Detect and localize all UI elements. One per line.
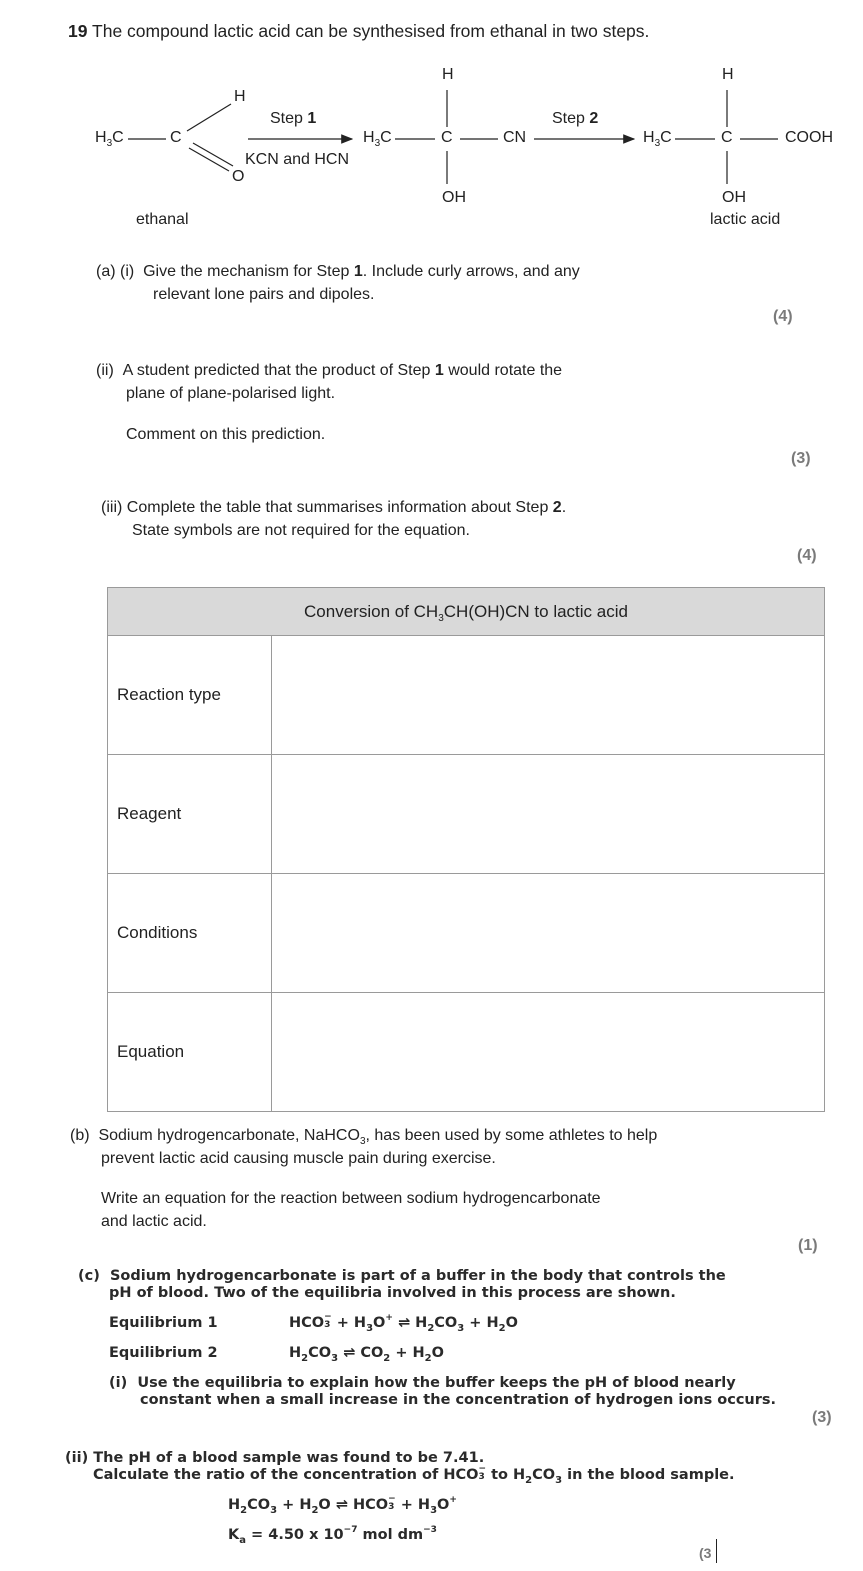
part-a-i-mark: (4) [773, 308, 793, 325]
part-a-iii-line2: State symbols are not required for the equation. [132, 522, 470, 539]
lactic-acid-label: lactic acid [710, 211, 781, 228]
part-a-ii-line2: plane of plane-polarised light. [126, 385, 336, 402]
part-a-iii-line1: (iii) Complete the table that summarises information about Step 2. [101, 499, 567, 516]
step1-label: Step 1 [270, 110, 317, 127]
ka-value: $K_a = 4.50$ x $10^{-7}$ mol $dm^{-3}$ [228, 1525, 437, 1546]
part-c-ii-line1: (ii) The pH of a blood sample was found to be 7.41. [65, 1450, 485, 1466]
table-header: Conversion of $CH_3CH(OH)CN$ to lactic acid [108, 588, 825, 636]
part-c-i-line2: constant when a small increase in the concentration of hydrogen ions occurs. [140, 1392, 777, 1408]
lactic-carbon: C [721, 129, 733, 146]
row-label-equation: Equation [108, 993, 272, 1112]
answer-cell-reagent[interactable] [272, 755, 825, 874]
answer-cell-conditions[interactable] [272, 874, 825, 993]
step2-summary-table [107, 587, 825, 1112]
part-a-ii-mark: (3) [791, 450, 811, 467]
dissociation-equation: $H_2CO_3 + H_2O$ ⇌ HCO − 3 + $H_3O^+$ [228, 1494, 457, 1516]
intermediate-oh-group: OH [442, 189, 466, 206]
part-b-line2: prevent lactic acid causing muscle pain during exercise. [101, 1150, 496, 1167]
equilibrium-1-equation: HCO − 3 + $H_3O^+$ ⇌ $H_2CO_3 + H_2O$ [289, 1312, 518, 1334]
part-b-mark: (1) [798, 1237, 818, 1254]
intermediate-hydrogen: H [442, 66, 454, 83]
question-intro: The compound lactic acid can be synthesised from ethanal in two steps. [92, 21, 650, 41]
part-a-i-line2: relevant lone pairs and dipoles. [153, 286, 375, 303]
part-a-i-line1: (a) (i) Give the mechanism for Step 1. Include curly arrows, and any [96, 263, 580, 280]
text-cursor [716, 1539, 717, 1563]
part-c-line1: (c) Sodium hydrogencarbonate is part of a buffer in the body that controls the [78, 1268, 726, 1284]
part-b-line4: and lactic acid. [101, 1213, 207, 1230]
step1-reagents: KCN and HCN [245, 151, 350, 168]
part-a-iii-mark: (4) [797, 547, 817, 564]
lactic-h3c-group: $H_3C$ [643, 129, 672, 149]
lactic-cooh-group: COOH [785, 129, 833, 146]
part-a-ii-line1: (ii) A student predicted that the product of Step 1 would rotate the [96, 362, 563, 379]
intermediate-cn-group: CN [503, 129, 527, 146]
row-label-reagent: Reagent [108, 755, 272, 874]
part-c-ii-line2: Calculate the ratio of the concentration of HCO − 3 to $H_2CO_3$ in the blood sample. [93, 1464, 735, 1486]
intermediate-carbon: C [441, 129, 453, 146]
question-number: 19 [68, 21, 88, 41]
part-b-line1: (b) Sodium hydrogencarbonate, NaHCO$_3$, has been used by some athletes to help [70, 1127, 658, 1147]
row-label-conditions: Conditions [108, 874, 272, 993]
ethanal-hydrogen: H [234, 88, 246, 105]
row-label-reaction-type: Reaction type [108, 636, 272, 755]
answer-cell-equation[interactable] [272, 993, 825, 1112]
intermediate-h3c-group: $H_3C$ [363, 129, 392, 149]
part-c-ii-mark: (3 [699, 1545, 712, 1561]
part-a-ii-line3: Comment on this prediction. [126, 426, 326, 443]
ethanal-carbon: C [170, 129, 182, 146]
part-c-i-mark: (3) [812, 1409, 832, 1426]
ethanal-oxygen: O [232, 168, 245, 185]
answer-cell-reaction-type[interactable] [272, 636, 825, 755]
equilibrium-2-label: Equilibrium 2 [109, 1345, 218, 1361]
step2-label: Step 2 [552, 110, 599, 127]
part-c-line2: pH of blood. Two of the equilibria involved in this process are shown. [109, 1285, 676, 1301]
ethanal-label: ethanal [136, 211, 189, 228]
part-b-line3: Write an equation for the reaction between sodium hydrogencarbonate [101, 1190, 601, 1207]
lactic-hydrogen: H [722, 66, 734, 83]
lactic-oh-group: OH [722, 189, 746, 206]
part-c-i-line1: (i) Use the equilibria to explain how the buffer keeps the pH of blood nearly [109, 1375, 736, 1391]
equilibrium-1-label: Equilibrium 1 [109, 1315, 218, 1331]
equilibrium-2-equation: $H_2CO_3$ ⇌ $CO_2 + H_2O$ [289, 1345, 444, 1364]
ethanal-h3c-group: $H_3C$ [95, 129, 124, 149]
